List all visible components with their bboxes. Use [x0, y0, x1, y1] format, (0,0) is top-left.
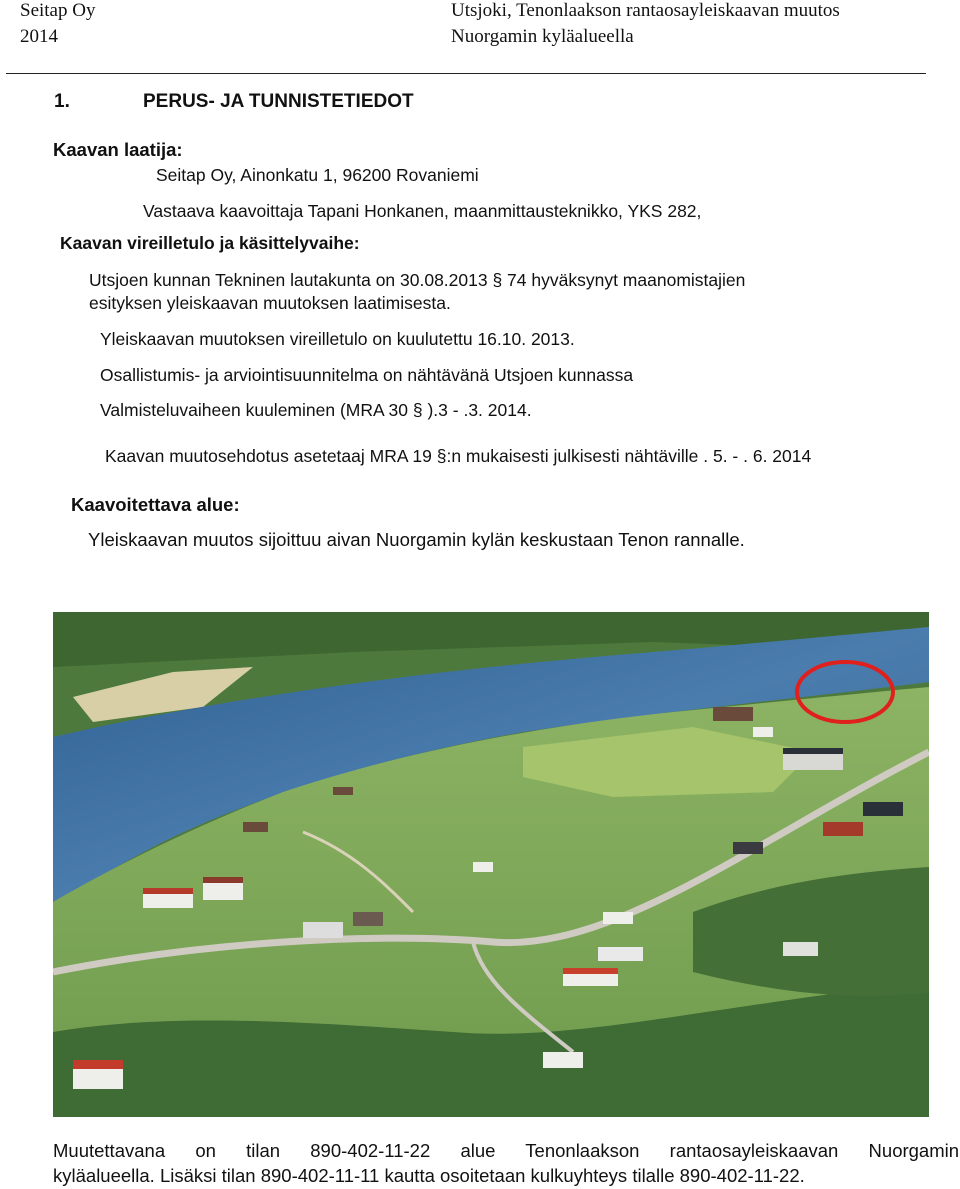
aerial-photo-drawing: [53, 612, 929, 1117]
vireilletulo-line3: Yleiskaavan muutoksen vireilletulo on kuulutettu 16.10. 2013.: [100, 329, 575, 349]
alue-text: Yleiskaavan muutos sijoittuu aivan Nuorgamin kylän keskustaan Tenon rannalle.: [88, 529, 745, 550]
vireilletulo-label: Kaavan vireilletulo ja käsittelyvaihe:: [60, 233, 360, 253]
aerial-photo: [53, 612, 929, 1117]
footer-word: rantaosayleiskaavan: [669, 1140, 839, 1161]
footer-word: Tenonlaakson: [525, 1140, 640, 1161]
vireilletulo-line6: Kaavan muutosehdotus asetetaaj MRA 19 §:n mukaisesti julkisesti nähtäville . 5. - . 6. 2014: [105, 446, 812, 466]
vireilletulo-line4: Osallistumis- ja arviointisuunnitelma on nähtävänä Utsjoen kunnassa: [100, 365, 634, 385]
footer-line1: [53, 1140, 959, 1162]
footer-word: tilan: [246, 1140, 281, 1161]
laatija-responsible: Vastaava kaavoittaja Tapani Honkanen, maanmittausteknikko, YKS 282,: [143, 201, 702, 221]
alue-label: Kaavoitettava alue:: [71, 494, 240, 515]
footer-word: 890-402-11-22: [310, 1140, 431, 1161]
header-company: Seitap Oy: [20, 0, 96, 21]
header-rule: [6, 73, 926, 74]
vireilletulo-line5: Valmisteluvaiheen kuuleminen (MRA 30 § ).3 - .3. 2014.: [100, 400, 532, 420]
footer-word: alue: [460, 1140, 496, 1161]
footer-word: on: [195, 1140, 216, 1161]
laatija-company: Seitap Oy, Ainonkatu 1, 96200 Rovaniemi: [156, 165, 479, 185]
footer-word: Muutettavana: [53, 1140, 166, 1161]
footer-line2: kyläalueella. Lisäksi tilan 890-402-11-11 kautta osoitetaan kulkuyhteys tilalle 890-402-11-22.: [53, 1165, 805, 1186]
header-year: 2014: [20, 26, 58, 47]
header-plan-area: Nuorgamin kyläalueella: [451, 26, 634, 47]
footer-word: Nuorgamin: [868, 1140, 960, 1161]
vireilletulo-line2: esityksen yleiskaavan muutoksen laatimisesta.: [89, 293, 451, 313]
vireilletulo-line1: Utsjoen kunnan Tekninen lautakunta on 30.08.2013 § 74 hyväksynyt maanomistajien: [89, 270, 746, 290]
laatija-label: Kaavan laatija:: [53, 139, 183, 160]
section-title: PERUS- JA TUNNISTETIEDOT: [143, 91, 414, 112]
section-number: 1.: [54, 91, 70, 112]
header-plan-title: Utsjoki, Tenonlaakson rantaosayleiskaavan muutos: [451, 0, 840, 21]
